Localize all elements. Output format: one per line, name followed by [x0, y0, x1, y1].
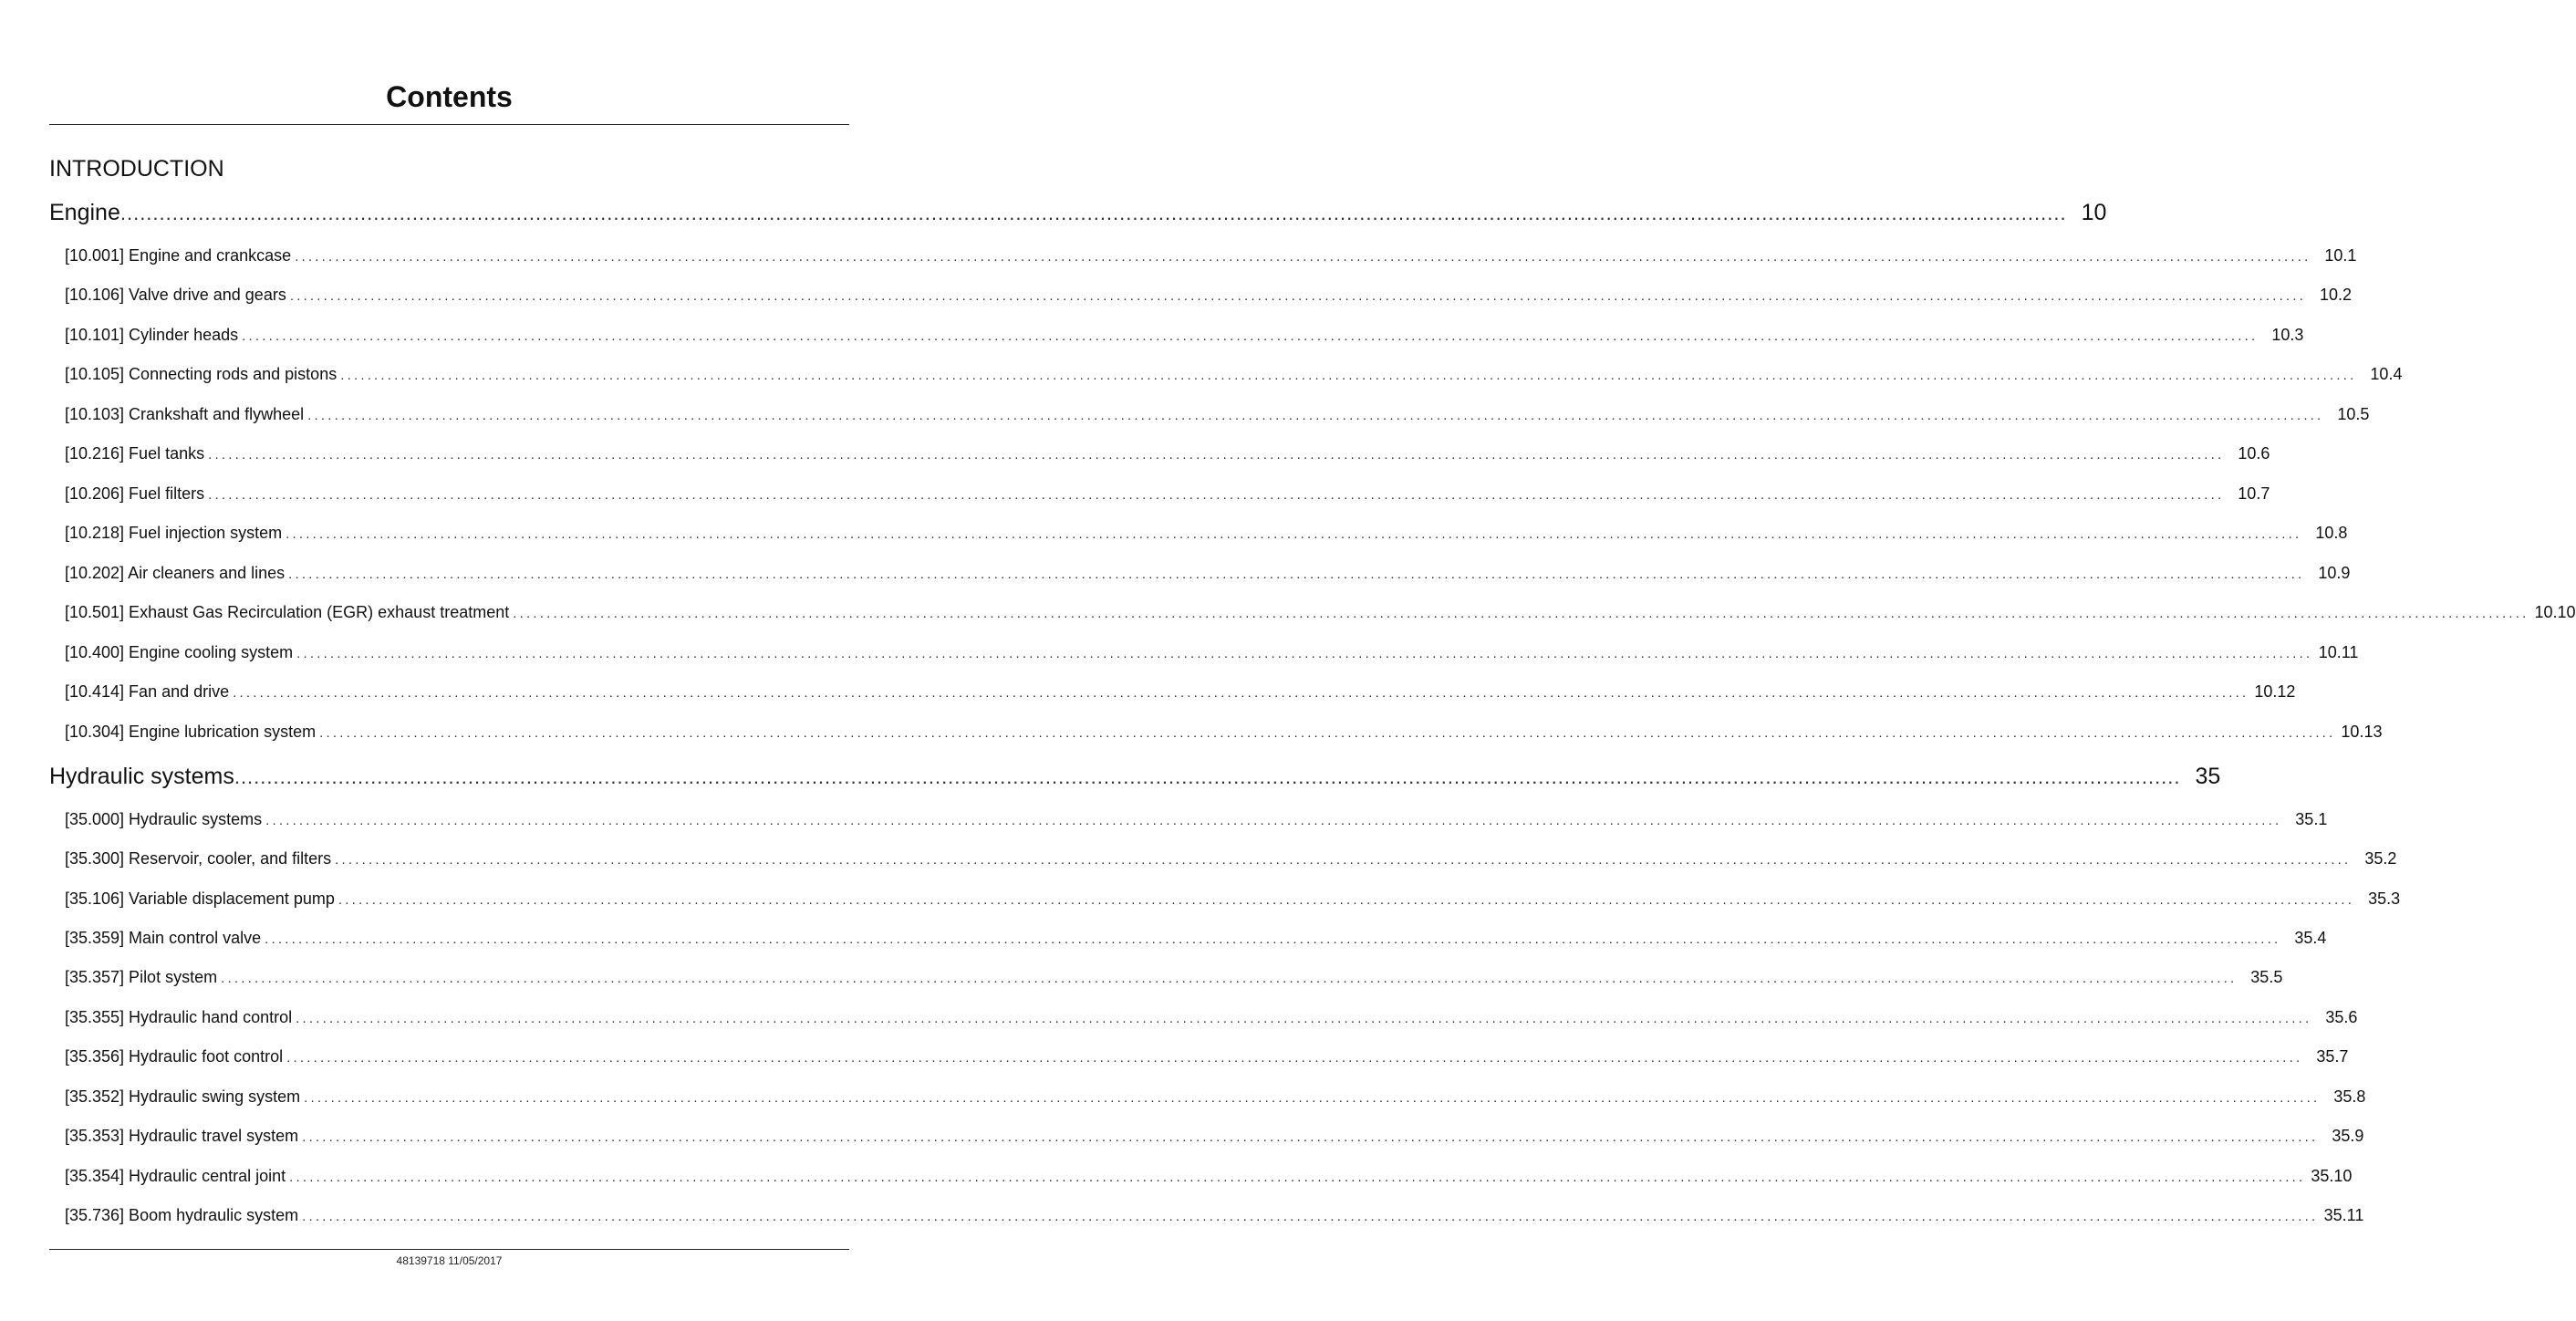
dot-leader: ............................................................................................................................................................................................................................................................................................................ [304, 1090, 2321, 1106]
dot-leader: ............................................................................................................................................................................................................................................................................................................ [233, 685, 2249, 701]
toc-entry[interactable] [65, 1086, 2366, 1109]
toc-entry[interactable] [65, 1125, 2364, 1149]
toc-entry[interactable] [65, 442, 2270, 466]
toc-entry-label: [35.352] Hydraulic swing system [65, 1087, 301, 1106]
toc-entry-label: [35.356] Hydraulic foot control [65, 1047, 284, 1066]
toc-entry[interactable] [65, 888, 2401, 911]
toc-entry-label: [10.105] Connecting rods and pistons [65, 365, 338, 383]
toc-entry[interactable] [65, 324, 2304, 348]
toc-entry-label: [10.001] Engine and crankcase [65, 246, 292, 265]
toc-entry-page: 10.4 [2370, 365, 2403, 383]
dot-leader: ............................................................................................................................................................................................................................................................................................................ [340, 368, 2357, 383]
toc-entry[interactable] [65, 681, 2296, 704]
toc-entry[interactable] [65, 641, 2359, 665]
dot-leader: ............................................................................................................................................................................................................................................................................................................ [335, 852, 2352, 868]
toc-entry[interactable] [65, 244, 2357, 268]
toc-entry[interactable] [65, 1204, 2364, 1228]
toc-entry[interactable] [65, 601, 2576, 625]
toc-entry-page: 35.5 [2250, 968, 2283, 986]
toc-introduction-heading[interactable]: INTRODUCTION [49, 156, 224, 182]
toc-entry[interactable] [65, 562, 2351, 586]
toc-entry-page: 10.2 [2320, 286, 2353, 304]
toc-entry-label: [10.106] Valve drive and gears [65, 286, 286, 304]
dot-leader: ............................................................................................................................................................................................................................................................................................................ [208, 487, 2225, 503]
toc-entry-page: 10.5 [2337, 405, 2370, 423]
toc-entry-page: 35.11 [2323, 1206, 2364, 1224]
toc-entry-page: 10.10 [2534, 603, 2576, 621]
dot-leader: ............................................................................................................................................................................................................................................................................................................ [242, 328, 2259, 344]
toc-entry-page: 35.2 [2364, 849, 2397, 868]
toc-section-label: Engine [49, 200, 120, 225]
dot-leader: ............................................................................................................................................................................................................................................................................................................ [513, 606, 2529, 621]
toc-entry[interactable] [65, 284, 2353, 307]
toc-entry-page: 10.8 [2315, 524, 2348, 542]
dot-leader: ............................................................................................................................................................................................................................................................................................................ [221, 971, 2238, 986]
dot-leader: ............................................................................................................................................................................................................................................................................................................ [338, 892, 2355, 908]
toc-entry[interactable] [65, 1006, 2358, 1030]
toc-section-engine[interactable] [49, 197, 2107, 229]
toc-entry-label: [10.414] Fan and drive [65, 682, 230, 701]
toc-entry-label: [10.501] Exhaust Gas Recirculation (EGR) exhaust treatment [65, 603, 510, 621]
dot-leader: ............................................................................................................................................................................................................................................................................................................ [286, 526, 2302, 542]
toc-entry[interactable] [65, 927, 2327, 951]
dot-leader: ............................................................................................................................................................................................................................................................................................................ [288, 567, 2305, 582]
toc-entry[interactable] [65, 848, 2397, 871]
dot-leader: ............................................................................................................................................................................................................................................................................................................ [289, 288, 2307, 304]
toc-entry-label: [35.736] Boom hydraulic system [65, 1206, 299, 1224]
dot-leader: ............................................................................................................................................................................................................................................................................................................ [307, 408, 2324, 423]
dot-leader: ............................................................................................................................................................................................................................................................................................................ [302, 1209, 2319, 1224]
toc-entry-page: 35.1 [2295, 810, 2328, 828]
header-divider [49, 124, 849, 125]
toc-entry[interactable] [65, 1165, 2353, 1189]
toc-entry-label: [35.000] Hydraulic systems [65, 810, 263, 828]
toc-entry-page: 10.7 [2238, 484, 2270, 503]
footer-divider [49, 1249, 849, 1250]
dot-leader: ............................................................................................................................................................................................................................................................................................................ [234, 765, 2181, 788]
toc-entry-page: 10.6 [2238, 444, 2270, 463]
toc-entry-page: 10.12 [2254, 682, 2296, 701]
toc-entry-page: 10.9 [2318, 564, 2351, 582]
toc-entry[interactable] [65, 808, 2328, 832]
dot-leader: ............................................................................................................................................................................................................................................................................................................ [302, 1129, 2319, 1145]
toc-entry-page: 35.9 [2332, 1127, 2364, 1145]
dot-leader: ............................................................................................................................................................................................................................................................................................................ [119, 202, 2067, 224]
toc-entry-label: [35.357] Pilot system [65, 968, 218, 986]
dot-leader: ............................................................................................................................................................................................................................................................................................................ [265, 813, 2282, 828]
toc-entry-label: [35.353] Hydraulic travel system [65, 1127, 299, 1145]
toc-entry-label: [10.304] Engine lubrication system [65, 723, 317, 741]
toc-entry-label: [35.300] Reservoir, cooler, and filters [65, 849, 332, 868]
toc-entry[interactable] [65, 403, 2370, 427]
toc-entry-page: 10.11 [2318, 643, 2359, 661]
toc-entry-label: [35.354] Hydraulic central joint [65, 1167, 286, 1185]
dot-leader: ............................................................................................................................................................................................................................................................................................................ [319, 725, 2336, 741]
toc-entry-label: [10.101] Cylinder heads [65, 326, 239, 344]
toc-entry-label: [35.106] Variable displacement pump [65, 889, 335, 908]
toc-entry-page: 35.6 [2325, 1008, 2358, 1026]
dot-leader: ............................................................................................................................................................................................................................................................................................................ [296, 1011, 2312, 1026]
dot-leader: ............................................................................................................................................................................................................................................................................................................ [295, 249, 2311, 265]
toc-entry-label: [10.206] Fuel filters [65, 484, 205, 503]
toc-entry[interactable] [65, 966, 2283, 990]
toc-entry-label: [35.359] Main control valve [65, 929, 262, 947]
toc-entry-page: 35.4 [2294, 929, 2327, 947]
dot-leader: ............................................................................................................................................................................................................................................................................................................ [265, 931, 2281, 947]
page-title: Contents [386, 80, 513, 113]
toc-entry[interactable] [65, 1045, 2349, 1069]
toc-entry-page: 10.1 [2324, 246, 2357, 265]
toc-entry[interactable] [65, 721, 2383, 744]
dot-leader: ............................................................................................................................................................................................................................................................................................................ [208, 447, 2225, 463]
toc-section-page: 10 [2081, 200, 2107, 225]
toc-entry[interactable] [65, 522, 2348, 546]
toc-section-label: Hydraulic systems [49, 764, 234, 789]
toc-entry-page: 35.8 [2333, 1087, 2366, 1106]
toc-entry-label: [10.218] Fuel injection system [65, 524, 283, 542]
toc-entry-page: 35.3 [2368, 889, 2401, 908]
toc-entry-page: 10.3 [2271, 326, 2304, 344]
dot-leader: ............................................................................................................................................................................................................................................................................................................ [296, 646, 2313, 661]
toc-entry-label: [10.216] Fuel tanks [65, 444, 205, 463]
toc-entry[interactable] [65, 483, 2270, 506]
toc-entry[interactable] [65, 363, 2403, 387]
toc-entry-page: 10.13 [2341, 723, 2383, 741]
toc-entry-label: [10.202] Air cleaners and lines [65, 564, 286, 582]
toc-entry-page: 35.7 [2316, 1047, 2349, 1066]
toc-entry-page: 35.10 [2311, 1167, 2353, 1185]
dot-leader: ............................................................................................................................................................................................................................................................................................................ [289, 1170, 2306, 1185]
toc-section-hydraulic-systems[interactable] [49, 761, 2221, 793]
dot-leader: ............................................................................................................................................................................................................................................................................................................ [286, 1050, 2303, 1066]
toc-entry-label: [10.400] Engine cooling system [65, 643, 294, 661]
footer-doc-id-date: 48139718 11/05/2017 [396, 1254, 503, 1267]
toc-entry-label: [10.103] Crankshaft and flywheel [65, 405, 305, 423]
toc-entry-label: [35.355] Hydraulic hand control [65, 1008, 293, 1026]
toc-section-page: 35 [2195, 764, 2221, 789]
